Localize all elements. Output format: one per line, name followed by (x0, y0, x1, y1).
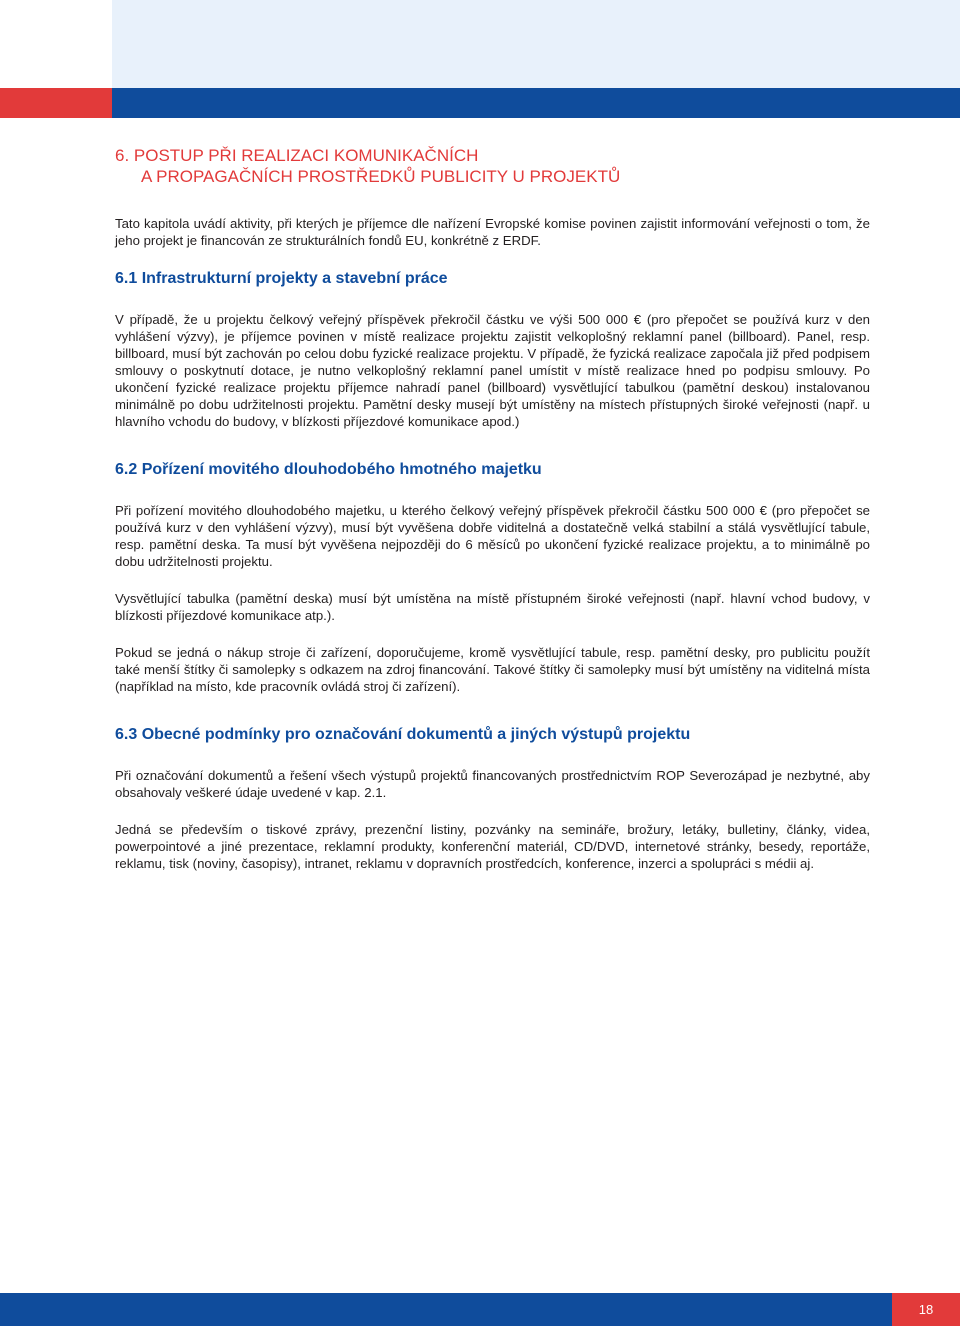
chapter-intro: Tato kapitola uvádí aktivity, při kterých je příjemce dle nařízení Evropské komise povinen zajistit informování veřejnosti o tom, že jeho projekt je financován ze strukturálních fondů EU, konkrétně z ERDF. (115, 216, 870, 248)
header-blue-band (112, 88, 960, 118)
section-paragraph: Jedná se především o tiskové zprávy, prezenční listiny, pozvánky na semináře, brožury, letáky, bulletiny, články, videa, powerpointové a jiné prezentace, reklamní produkty, konferenční materiál, CD/DVD, internetové stránky, besedy, reportáže, reklamu, tisk (noviny, časopisy), intranet, reklamu v dopravních prostředcích, konference, inzerci a spolupráci s médii aj. (115, 822, 870, 871)
chapter-title (115, 145, 870, 187)
section-paragraph: Pokud se jedná o nákup stroje či zařízení, doporučujeme, kromě vysvětlující tabule, resp. pamětní desky, pro publicitu použít také menší štítky či samolepky s odkazem na zdroj financování. Takové štítky či samolepky musí být umístěny na viditelná místa (například na místo, kde pracovník ovládá stroj či zařízení). (115, 645, 870, 694)
section-6-2 (115, 460, 870, 695)
header-light-band (112, 0, 960, 88)
header-red-accent (0, 88, 112, 118)
page-content (115, 145, 870, 892)
section-heading: 6.3 Obecné podmínky pro označování dokumentů a jiných výstupů projektu (115, 726, 691, 743)
section-heading: 6.1 Infrastrukturní projekty a stavební práce (115, 270, 448, 287)
section-paragraph: Vysvětlující tabulka (pamětní deska) musí být umístěna na místě přístupném široké veřejnosti (např. hlavní vchod budovy, v blízkosti příjezdové komunikace atp.). (115, 591, 870, 623)
section-paragraph: Při pořízení movitého dlouhodobého majetku, u kterého čelkový veřejný příspěvek překročil částku 500 000 € (pro přepočet se používá kurz v den vyhlášení výzvy), musí být vyvěšena dobře viditelná a dostatečně velká stabilní a stálá vysvětlující tabule, resp. pamětní deska. Ta musí být vyvěšena nejpozději do 6 měsíců po ukončení fyzické realizace projektu, a to minimálně po dobu udržitelnosti projektu. (115, 503, 870, 569)
section-6-3 (115, 725, 870, 872)
section-paragraph: V případě, že u projektu čelkový veřejný příspěvek překročil částku ve výši 500 000 € (pro přepočet se používá kurz v den vyhlášení výzvy), je příjemce povinen v místě realizace projektu zajistit velkoplošný reklamní panel (billboard). Panel, resp. billboard, musí být zachován po celou dobu fyzické realizace projektu. V případě, že fyzická realizace započala již před podpisem smlouvy o poskytnutí dotace, je nutno velkoplošný reklamní panel umístit v místě realizace hned po podpisu smlouvy. Po ukončení fyzické realizace projektu příjemce nahradí panel (billboard) vysvětlující tabulkou (pamětní deskou) instalovanou minimálně po dobu udržitelnosti projektu. Pamětní desky musejí být umístěny na místech přístupných široké veřejnosti (např. u hlavního vchodu do budovy, v blízkosti příjezdové komunikace apod.) (115, 312, 870, 429)
page-number: 18 (892, 1293, 960, 1326)
footer-blue-band (0, 1293, 960, 1326)
section-6-1 (115, 269, 870, 430)
chapter-title-line-2: A PROPAGAČNÍCH PROSTŘEDKŮ PUBLICITY U PROJEKTŮ (141, 167, 621, 186)
section-paragraph: Při označování dokumentů a řešení všech výstupů projektů financovaných prostřednictvím ROP Severozápad je nezbytné, aby obsahovaly veškeré údaje uvedené v kap. 2.1. (115, 768, 870, 800)
section-heading: 6.2 Pořízení movitého dlouhodobého hmotného majetku (115, 461, 542, 478)
chapter-title-line-1: 6. POSTUP PŘI REALIZACI KOMUNIKAČNÍCH (115, 146, 479, 165)
